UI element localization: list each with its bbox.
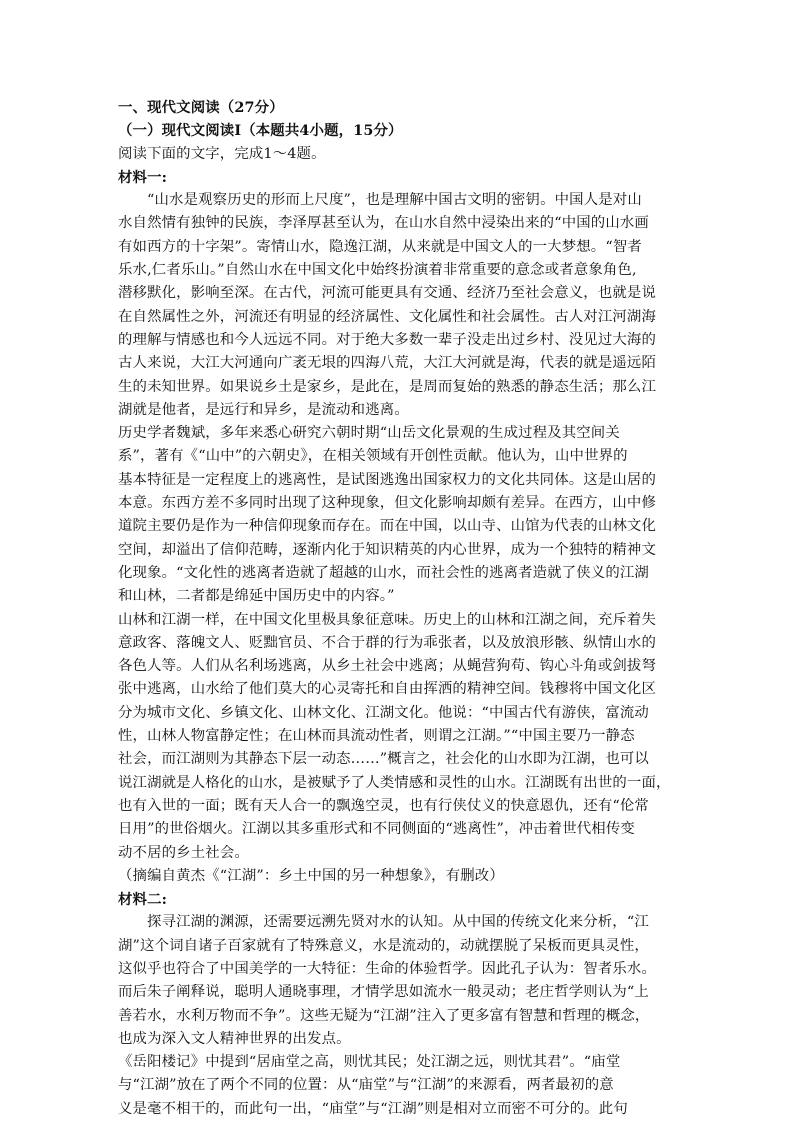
instruction: 阅读下面的文字，完成1～4题。: [118, 145, 326, 162]
source-citation: （摘编自黄杰《“江湖”：乡土中国的另一种想象》，有删改）: [118, 867, 504, 884]
paragraph-line: 的理解与情感也和今人远远不同。对于绝大多数一辈子没走出过乡村、没见过大海的: [118, 331, 657, 348]
paragraph-line: 意政客、落魄文人、贬黜官员、不合于群的行为乖张者，以及放浪形骸、纵情山水的: [118, 634, 657, 651]
paragraph-line: 这似乎也符合了中国美学的一大特征：生命的体验哲学。因此孔子认为：智者乐水。: [118, 960, 657, 977]
paragraph-line: 分为城市文化、乡镇文化、山林文化、江湖文化。他说：“中国古代有游侠，富流动: [118, 704, 649, 721]
paragraph-line: 探寻江湖的渊源，还需要远溯先贤对水的认知。从中国的传统文化来分析，“江: [147, 914, 649, 931]
material-two-label: 材料二:: [118, 891, 168, 909]
paragraph-line: 日用”的世俗烟火。江湖以其多重形式和不同侧面的“逃离性”，冲击着世代相传变: [118, 821, 635, 838]
paragraph-line: 道院主要仍是作为一种信仰现象而存在。而在中国，以山寺、山馆为代表的山林文化: [118, 518, 657, 535]
paragraph-line: 山林和江湖一样，在中国文化里极具象征意味。历史上的山林和江湖之间，充斥着失: [118, 611, 657, 628]
paragraph-line: 也成为深入文人精神世界的出发点。: [118, 1030, 351, 1047]
paragraph-line: 系”，著有《“山中”的六朝史》，在相关领域有开创性贡献。他认为，山中世界的: [118, 448, 628, 465]
paragraph-line: 和山林，二者都是绵延中国历史中的内容。”: [118, 588, 395, 605]
paragraph-line: 义是毫不相干的，而此句一出，“庙堂”与“江湖”则是相对立而密不可分的。此句: [118, 1100, 628, 1117]
paragraph-line: 湖”这个词自诸子百家就有了特殊意义，水是流动的，动就摆脱了呆板而更具灵性，: [118, 937, 649, 954]
paragraph-line: 有如西方的十字架”。寄情山水，隐逸江湖，从来就是中国文人的一大梦想。“智者: [118, 238, 642, 255]
paragraph-line: 动不居的乡土社会。: [118, 844, 249, 861]
paragraph-line: 也有入世的一面；既有天人合一的飘逸空灵，也有行侠仗义的快意恩仇，还有“伦常: [118, 797, 649, 814]
paragraph-line: 基本特征是一定程度上的逃离性，是试图逃逸出国家权力的文化共同体。这是山居的: [118, 471, 657, 488]
paragraph-line: 各色人等。人们从名利场逃离，从乡土社会中逃离；从蝇营狗苟、钩心斗角或剑拔弩: [118, 658, 657, 675]
paragraph-line: 潜移默化，影响至深。在古代，河流可能更具有交通、经济乃至社会意义，也就是说: [118, 285, 657, 302]
paragraph-line: 湖就是他者，是远行和异乡，是流动和逃离。: [118, 401, 409, 418]
paragraph-line: 《岳阳楼记》中提到“居庙堂之高，则忧其民；处江湖之远，则忧其君”。“庙堂: [118, 1054, 621, 1071]
paragraph-line: 张中逃离，山水给了他们莫大的心灵寄托和自由挥洒的精神空间。钱穆将中国文化区: [118, 681, 657, 698]
section-heading: 一、现代文阅读（27分）: [118, 99, 284, 116]
paragraph-line: 本意。东西方差不多同时出现了这种现象，但文化影响却颇有差异。在西方，山中修: [118, 495, 657, 512]
paragraph-line: 在自然属性之外，河流还有明显的经济属性、文化属性和社会属性。古人对江河湖海: [118, 308, 657, 325]
paragraph-line: 化现象。“文化性的逃离者造就了超越的山水，而社会性的逃离者造就了侠义的江湖: [118, 564, 649, 581]
paragraph-line: 乐水,仁者乐山。”自然山水在中国文化中始终扮演着非常重要的意念或者意象角色,: [118, 262, 637, 279]
paragraph-line: 生的未知世界。如果说乡土是家乡，是此在，是周而复始的熟悉的静态生活；那么江: [118, 378, 657, 395]
paragraph-line: 空间，却溢出了信仰范畴，逐渐内化于知识精英的内心世界，成为一个独特的精神文: [118, 541, 657, 558]
subsection-heading: （一）现代文阅读Ⅰ（本题共4小题，15分）: [118, 122, 403, 140]
paragraph-line: 社会，而江湖则为其静态下层一动态……”概言之，社会化的山水即为江湖，也可以: [118, 751, 649, 768]
paragraph-line: 性，山林人物富静定性；在山林而具流动性者，则谓之江湖。”“中国主要乃一静态: [118, 728, 635, 745]
paragraph-line: “山水是观察历史的形而上尺度”，也是理解中国古文明的密钥。中国人是对山: [147, 192, 642, 209]
paragraph-line: 而后朱子阐释说，聪明人通晓事理，才情学思如流水一般灵动；老庄哲学则认为“上: [118, 984, 649, 1001]
paragraph-line: 与“江湖”放在了两个不同的位置：从“庙堂”与“江湖”的来源看，两者最初的意: [118, 1077, 614, 1094]
paragraph-line: 历史学者魏斌，多年来悉心研究六朝时期“山岳文化景观的生成过程及其空间关: [118, 425, 620, 442]
paragraph-line: 水自然情有独钟的民族，李泽厚甚至认为，在山水自然中浸染出来的“中国的山水画: [118, 215, 649, 232]
paragraph-line: 善若水，水利万物而不争”。这些无疑为“江湖”注入了更多富有智慧和哲理的概念，: [118, 1007, 650, 1024]
material-one-label: 材料一:: [118, 168, 168, 186]
paragraph-line: 古人来说，大江大河通向广袤无垠的四海八荒，大江大河就是海，代表的就是遥远陌: [118, 355, 657, 372]
paragraph-line: 说江湖就是人格化的山水，是被赋予了人类情感和灵性的山水。江湖既有出世的一面，: [118, 774, 671, 791]
document-page: [118, 96, 678, 1121]
